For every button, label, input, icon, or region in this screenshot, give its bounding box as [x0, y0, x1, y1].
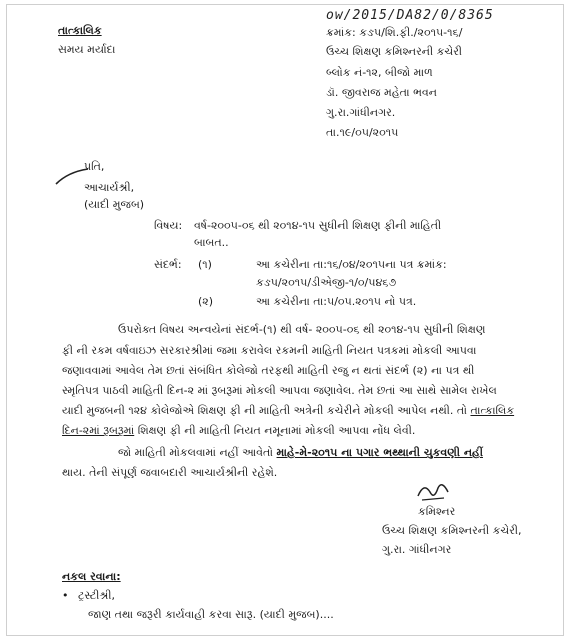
salary-warning-emphasis: માહે-મે-૨૦૧૫ ના પગાર ભથ્થાની ચુકવણી નહીં — [276, 446, 483, 459]
body-line-1: ઉપરોક્ત વિષય અન્વયેનાં સંદર્ભ-(૧) થી વર્ષ- ૨૦૦૫-૦૬ થી ૨૦૧૪-૧૫ સુધીની શિક્ષણ — [118, 323, 486, 336]
body-line-2: ફી ની રકમ વર્ષવાઇઝ સરકારશ્રીમાં જમા કરાવેલ રકમની માહિતી નિયત પત્રકમાં મોકલી આપવા — [62, 344, 477, 357]
office-city: ગુ.રા.ગાંધીનગર. — [326, 106, 396, 119]
copy-recipient: ટ્રસ્ટીશ્રી, — [78, 589, 116, 602]
subject-line-1: વર્ષ-૨૦૦૫-૦૬ થી ૨૦૧૪-૧૫ સુધીની શિક્ષણ ફીની માહિતી — [194, 219, 442, 232]
reference-2-number: (૨) — [198, 295, 214, 308]
body-line-8: થાય. તેની સંપૂર્ણ જવાબદારી આચાર્યશ્રીની રહેશે. — [62, 466, 278, 479]
subject-line-2: બાબત.. — [194, 236, 229, 249]
reference-1-line-2: કઙપ/૨૦૧૫/ડીએજી-૧/૦/૫૪૬૭ — [256, 276, 397, 289]
signature-title: કમિશ્નર — [418, 505, 456, 518]
office-name: ઉચ્ચ શિક્ષણ કમિશ્નરની કચેરી — [326, 45, 463, 58]
body-line-5-text: યાદી મુજબની ૧૨૪ કોલેજોએ શિક્ષણ ફી ની માહિતી અત્રેની કચેરીને મોકલી આપેલ નથી. તો — [62, 404, 467, 417]
subject-label: વિષય: — [154, 219, 183, 232]
reference-2-line-1: આ કચેરીના તા:૫/૦૫.૨૦૧૫ નો પત્ર. — [256, 295, 417, 308]
urgent-label: તાત્કાલિક — [58, 24, 102, 37]
scan-border — [6, 4, 564, 636]
letter-date: તા.૧૯/૦૫/૨૦૧૫ — [326, 126, 399, 139]
recipient-name: આચાર્યશ્રી, — [84, 181, 135, 194]
reference-number: ક્રમાંક: કઙપ/શિ.ફી./૨૦૧૫-૧૬/ — [326, 26, 463, 39]
signature-mark — [414, 478, 454, 504]
reference-1-number: (૧) — [198, 258, 212, 271]
body-line-5 — [62, 403, 514, 418]
time-limit-label: સમય મર્યાદા — [58, 43, 116, 56]
urgent-emphasis: તાત્કાલિક — [470, 404, 515, 417]
body-line-7-text: જો માહિતી મોકલવામાં નહીં આવેતો — [118, 446, 274, 459]
copy-heading: નકલ રવાના: — [62, 570, 121, 583]
in-person-emphasis: દિન-૨માં રૂબરૂમાં — [62, 424, 135, 437]
office-building: ડૉ. જીવરાજ મહેતા ભવન — [326, 86, 437, 99]
office-block: બ્લોક નં-૧૨, બીજો માળ — [326, 66, 433, 79]
body-line-7 — [118, 445, 483, 460]
reference-1-line-1: આ કચેરીના તા:૧૬/૦૪/૨૦૧૫ના પત્ર ક્રમાંક: — [256, 258, 447, 271]
body-line-3: જણાવવામાં આવેલ તેમ છતાં સંબંધિત કોલેજો તરફથી માહિતી રજુ ન થતાં સંદર્ભ (૨) ના પત્ર થી — [62, 364, 475, 377]
handwritten-reference: ow/2015/DA82/0/8365 — [326, 8, 494, 23]
signature-city: ગુ.રા. ગાંધીનગર — [382, 543, 452, 556]
body-line-4: સ્મૃતિપત્ર પાઠવી માહિતી દિન-૨ માં રૂબરૂમાં મોકલી આપવા જણાવેલ. તેમ છતાં આ સાથે સામેલ રાખેલ — [62, 384, 497, 397]
recipient-list: (યાદી મુજબ) — [84, 198, 145, 211]
signature-office: ઉચ્ચ શિક્ષણ કમિશ્નરની કચેરી, — [382, 524, 522, 537]
body-line-6-text: શિક્ષણ ફી ની માહિતી નિયત નમૂનામાં મોકલી આપવા નોંધ લેવી. — [137, 424, 416, 437]
body-line-6 — [62, 423, 415, 438]
copy-bullet: • — [62, 589, 69, 602]
copy-action: જાણ તથા જરૂરી કાર્યવાહી કરવા સારૂ. (યાદી મુજબ).... — [88, 608, 334, 621]
reference-label: સંદર્ભ: — [154, 258, 182, 271]
recipient-prati: પ્રતિ, — [84, 160, 105, 173]
